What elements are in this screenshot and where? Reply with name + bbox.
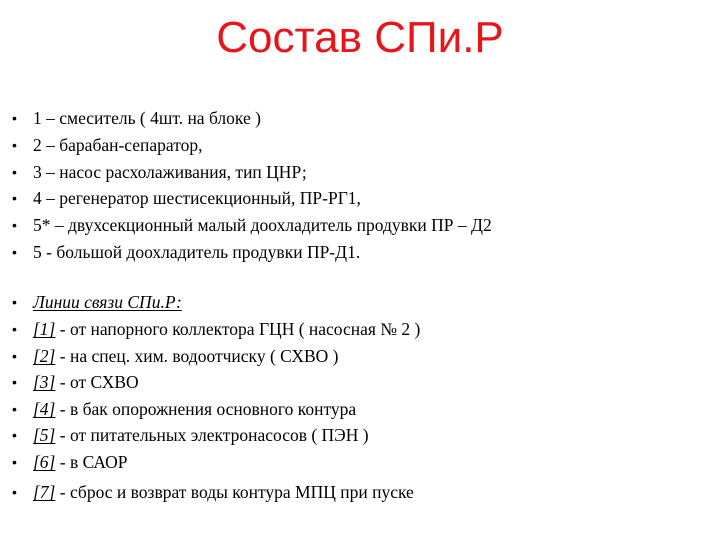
link-ref: [1] <box>33 319 56 339</box>
component-text: 4 – регенератор шестисекционный, ПР-РГ1, <box>33 188 361 208</box>
bullet: • <box>12 401 17 417</box>
link-text: - в бак опорожнения основного контура <box>55 399 357 419</box>
bullet: • <box>12 348 17 364</box>
link-ref: [6] <box>33 452 56 472</box>
bullet: • <box>12 244 17 260</box>
link-line <box>33 317 420 341</box>
link-line <box>33 450 128 474</box>
bullet: • <box>12 164 17 180</box>
component-text: 1 – смеситель ( 4шт. на блоке ) <box>33 108 261 128</box>
link-text: - от СХВО <box>55 372 139 392</box>
component-text: 2 – барабан-сепаратор, <box>33 135 203 155</box>
link-line <box>33 397 356 421</box>
link-ref: [7] <box>33 482 56 502</box>
link-text: - от питательных электронасосов ( ПЭН ) <box>55 425 369 445</box>
link-text: - на спец. хим. водоотчиску ( СХВО ) <box>55 346 339 366</box>
bullet: • <box>12 190 17 206</box>
bullet: • <box>12 484 17 500</box>
bullet: • <box>12 321 17 337</box>
slide-title: Состав СПи.Р <box>216 13 504 62</box>
bullet: • <box>12 294 17 310</box>
bullet: • <box>12 427 17 443</box>
link-line <box>33 480 414 504</box>
link-ref: [5] <box>33 425 56 445</box>
link-line <box>33 344 339 368</box>
link-line <box>33 423 369 447</box>
bullet: • <box>12 110 17 126</box>
bullet: • <box>12 137 17 153</box>
bullet: • <box>12 454 17 470</box>
component-text: 3 – насос расхолаживания, тип ЦНР; <box>33 162 307 182</box>
link-text: - в САОР <box>55 452 128 472</box>
link-ref: [3] <box>33 372 56 392</box>
bullet: • <box>12 217 17 233</box>
link-text: - от напорного коллектора ГЦН ( насосная № 2 ) <box>55 319 421 339</box>
link-ref: [2] <box>33 346 56 366</box>
links-heading: Линии связи СПи.Р: <box>33 292 182 312</box>
component-text: 5 - большой доохладитель продувки ПР-Д1. <box>33 242 361 262</box>
bullet: • <box>12 374 17 390</box>
link-line <box>33 370 139 394</box>
component-text: 5* – двухсекционный малый доохладитель продувки ПР – Д2 <box>33 215 492 235</box>
link-ref: [4] <box>33 399 56 419</box>
link-text: - сброс и возврат воды контура МПЦ при пуске <box>55 482 414 502</box>
